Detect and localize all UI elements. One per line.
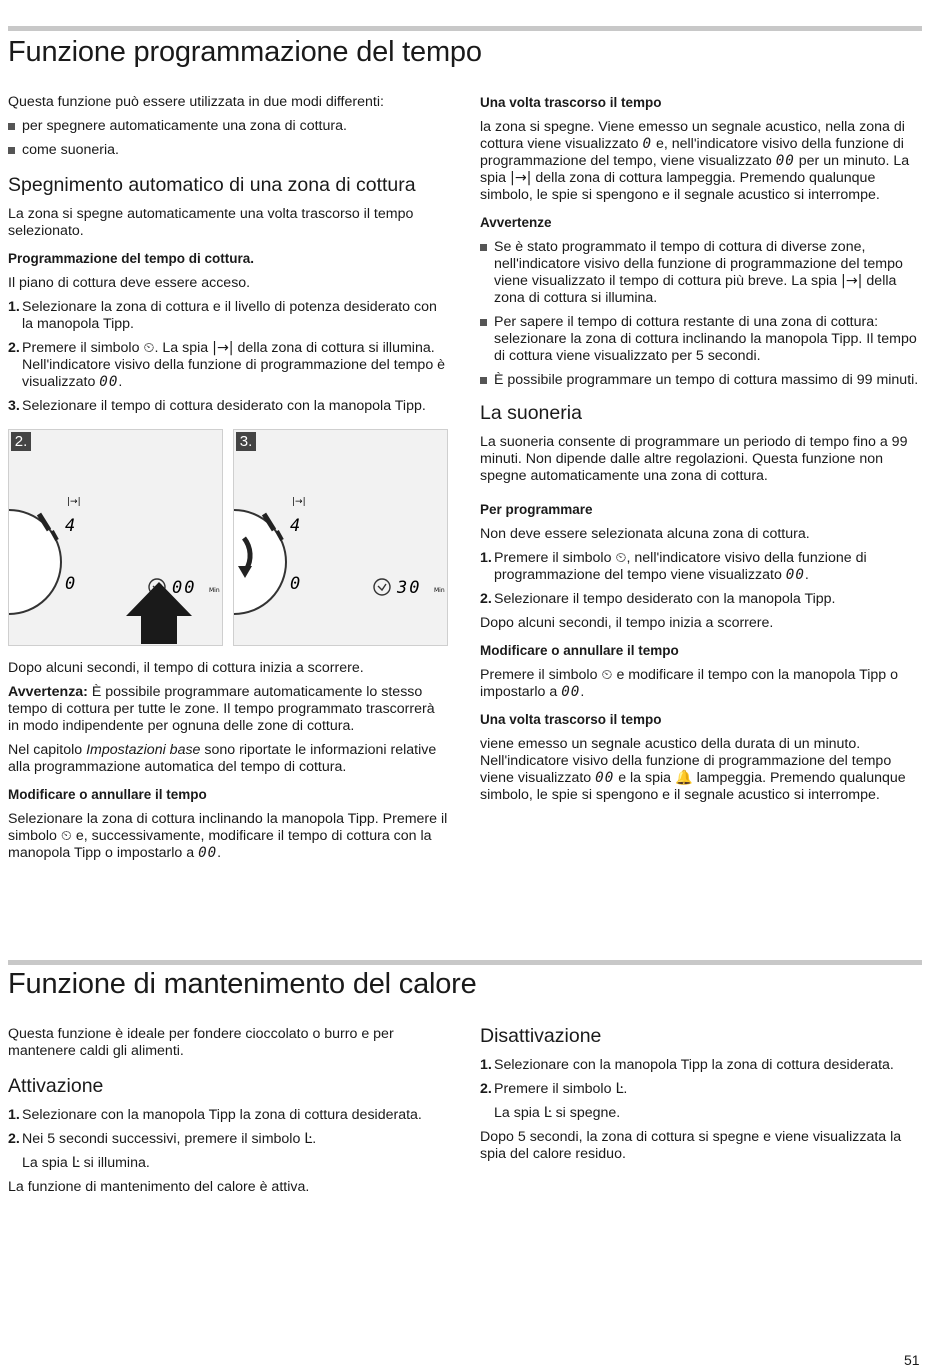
zone-timer-icon: |→| <box>292 497 306 507</box>
zone-timer-icon: |→| <box>509 170 532 186</box>
section-title-keep-warm: Funzione di mantenimento del calore <box>8 968 477 1000</box>
display-00-icon: 00 <box>99 374 119 390</box>
warning-paragraph: Avvertenza: È possibile programmare automaticamente lo stesso tempo di cottura per tutte le zone. Il tempo programmato trascorrerà in modo indipendente per ognuna delle zone di cottura. <box>8 684 435 734</box>
activation-heading: Attivazione <box>8 1075 104 1097</box>
display-00-icon: 00 <box>595 770 615 786</box>
keep-warm-intro: Questa funzione è ideale per fondere cioccolato o burro e per mantenere caldi gli alimenti. <box>8 1026 394 1059</box>
keep-warm-icon: Ŀ <box>543 1105 552 1121</box>
activation-after: La funzione di mantenimento del calore è attiva. <box>8 1179 310 1195</box>
zone-timer-icon: |→| <box>67 497 81 507</box>
display-00-icon: 00 <box>561 684 581 700</box>
section-rule <box>8 960 922 965</box>
timer-icon: ⏲ <box>601 667 613 683</box>
step-2: 2. Premere il simbolo Ŀ. <box>480 1081 628 1097</box>
cooktop-illustration <box>9 430 224 645</box>
notes-list <box>480 239 920 389</box>
timer-text: La suoneria consente di programmare un periodo di tempo fino a 99 minuti. Non dipende dalle altre regolazioni. Questa funzione non spegne automaticamente una zona di cottura. <box>480 434 908 484</box>
timer-steps <box>480 550 920 608</box>
modify-heading: Modificare o annullare il tempo <box>8 787 207 802</box>
list-item: come suoneria. <box>8 142 448 159</box>
timer-icon <box>374 579 390 595</box>
elapsed-text: la zona si spegne. Viene emesso un segnale acustico, nella zona di cottura viene visualizzato 0 e, nell'indicatore visivo della funzione di programmazione del tempo, viene visualizzato 00 per un minuto. La spia |→| della zona di cottura lampeggia. Premendo qualunque simbolo, le spie si spengono e il segnale acustico si interrompe. <box>480 119 910 203</box>
step-2: 2. Selezionare il tempo desiderato con la manopola Tipp. <box>480 591 836 607</box>
zone-timer-icon: |→| <box>841 273 863 289</box>
figure-badge: 2. <box>11 432 31 451</box>
zero-display: 0 <box>65 574 76 594</box>
display-00-icon: 00 <box>785 567 805 583</box>
elapsed-heading: Una volta trascorso il tempo <box>480 95 662 110</box>
level-display: 4 <box>290 516 301 536</box>
left-column <box>8 94 448 869</box>
timer-modify-text: Premere il simbolo ⏲ e modificare il tempo con la manopola Tipp o impostarlo a 00. <box>480 667 899 700</box>
timer-modify-heading: Modificare o annullare il tempo <box>480 643 679 658</box>
figure-badge: 3. <box>236 432 256 451</box>
zone-timer-icon: |→| <box>212 340 234 356</box>
page-number: 51 <box>904 1352 920 1368</box>
unit-label: Min <box>434 587 445 594</box>
display-00-icon: 00 <box>775 153 795 169</box>
activation-sub: La spia Ŀ si illumina. <box>22 1155 150 1171</box>
keep-warm-icon: Ŀ <box>71 1155 80 1171</box>
timer-icon: ⏲ <box>143 340 155 356</box>
keep-warm-icon: Ŀ <box>615 1081 624 1097</box>
after-figure-text: Dopo alcuni secondi, il tempo di cottura inizia a scorrere. <box>8 660 364 676</box>
deactivation-steps <box>480 1057 920 1098</box>
timer-after: Dopo alcuni secondi, il tempo inizia a scorrere. <box>480 615 774 631</box>
unit-label: Min <box>209 587 220 594</box>
auto-off-text: La zona si spegne automaticamente una volta trascorso il tempo selezionato. <box>8 206 414 239</box>
time-display: 00 <box>172 578 197 598</box>
step-1: 1. Selezionare con la manopola Tipp la zona di cottura desiderata. <box>480 1057 894 1073</box>
level-display: 4 <box>65 516 76 536</box>
zero-display: 0 <box>290 574 301 594</box>
timer-heading: La suoneria <box>480 402 582 424</box>
step-1: 1. Selezionare con la manopola Tipp la zona di cottura desiderata. <box>8 1107 422 1123</box>
right-column-keep-warm <box>480 1012 920 1170</box>
auto-off-heading: Spegnimento automatico di una zona di cottura <box>8 174 416 196</box>
bell-icon: 🔔 <box>675 770 693 786</box>
uses-list <box>8 118 448 159</box>
time-display: 30 <box>397 578 422 598</box>
right-column <box>480 94 920 811</box>
step-1: 1. Premere il simbolo ⏲, nell'indicatore visivo della funzione di programmazione del tempo viene visualizzato 00. <box>480 550 867 583</box>
top-rule <box>8 26 922 31</box>
display-00-icon: 00 <box>198 845 218 861</box>
timer-icon: ⏲ <box>615 550 627 566</box>
modify-text: Selezionare la zona di cottura inclinando la manopola Tipp. Premere il simbolo ⏲ e, successivamente, modificare il tempo di cottura con la manopola Tipp o impostarlo a 00. <box>8 811 448 861</box>
deactivation-sub: La spia Ŀ si spegne. <box>494 1105 621 1121</box>
step-2: 2. Nei 5 secondi successivi, premere il simbolo Ŀ. <box>8 1131 317 1147</box>
figures <box>8 429 448 646</box>
step-2: 2. Premere il simbolo ⏲. La spia |→| della zona di cottura si illumina. Nell'indicatore visivo della funzione di programmazione del tempo è visualizzato 00. <box>8 340 446 390</box>
list-item: È possibile programmare un tempo di cottura massimo di 99 minuti. <box>480 372 920 389</box>
activation-steps <box>8 1107 448 1148</box>
prog-steps <box>8 299 448 415</box>
figure-step-3 <box>233 429 448 646</box>
left-column-keep-warm <box>8 1026 448 1203</box>
cooktop-illustration <box>234 430 449 645</box>
notes-heading: Avvertenze <box>480 215 552 230</box>
deactivation-after: Dopo 5 secondi, la zona di cottura si spegne e viene visualizzata la spia del calore residuo. <box>480 1129 902 1162</box>
list-item: per spegnere automaticamente una zona di cottura. <box>8 118 448 135</box>
list-item: Per sapere il tempo di cottura restante di una zona di cottura: selezionare la zona di cottura inclinando la manopola Tipp. Il tempo di cottura viene visualizzato per 5 secondi. <box>480 314 920 365</box>
figure-step-2 <box>8 429 223 646</box>
timer-prog-heading: Per programmare <box>480 502 593 517</box>
timer-elapsed-text: viene emesso un segnale acustico della durata di un minuto. Nell'indicatore visivo della funzione di programmazione del tempo viene visualizzato 00 e la spia 🔔 lampeggia. Premendo qualunque simbolo, le spie si spengono e il segnale acustico si interrompe. <box>480 736 906 803</box>
prog-pre: Il piano di cottura deve essere acceso. <box>8 275 251 291</box>
prog-heading: Programmazione del tempo di cottura. <box>8 251 255 266</box>
intro-text: Questa funzione può essere utilizzata in due modi differenti: <box>8 94 384 110</box>
step-1: 1. Selezionare la zona di cottura e il livello di potenza desiderato con la manopola Tipp. <box>8 299 437 332</box>
section-title-timer: Funzione programmazione del tempo <box>8 36 482 68</box>
keep-warm-icon: Ŀ <box>304 1131 313 1147</box>
chapter-paragraph: Nel capitolo Impostazioni base sono riportate le informazioni relative alla programmazione automatica del tempo di cottura. <box>8 742 437 775</box>
display-0-icon: 0 <box>642 136 653 152</box>
timer-icon: ⏲ <box>60 828 72 844</box>
step-3: 3. Selezionare il tempo di cottura desiderato con la manopola Tipp. <box>8 398 426 414</box>
deactivation-heading: Disattivazione <box>480 1025 602 1047</box>
timer-elapsed-heading: Una volta trascorso il tempo <box>480 712 662 727</box>
timer-prog-pre: Non deve essere selezionata alcuna zona di cottura. <box>480 526 810 542</box>
list-item: Se è stato programmato il tempo di cottura di diverse zone, nell'indicatore visivo della funzione di programmazione del tempo viene visualizzato il tempo di cottura più breve. La spia |→| della zona di cottura si illumina. <box>480 239 920 307</box>
